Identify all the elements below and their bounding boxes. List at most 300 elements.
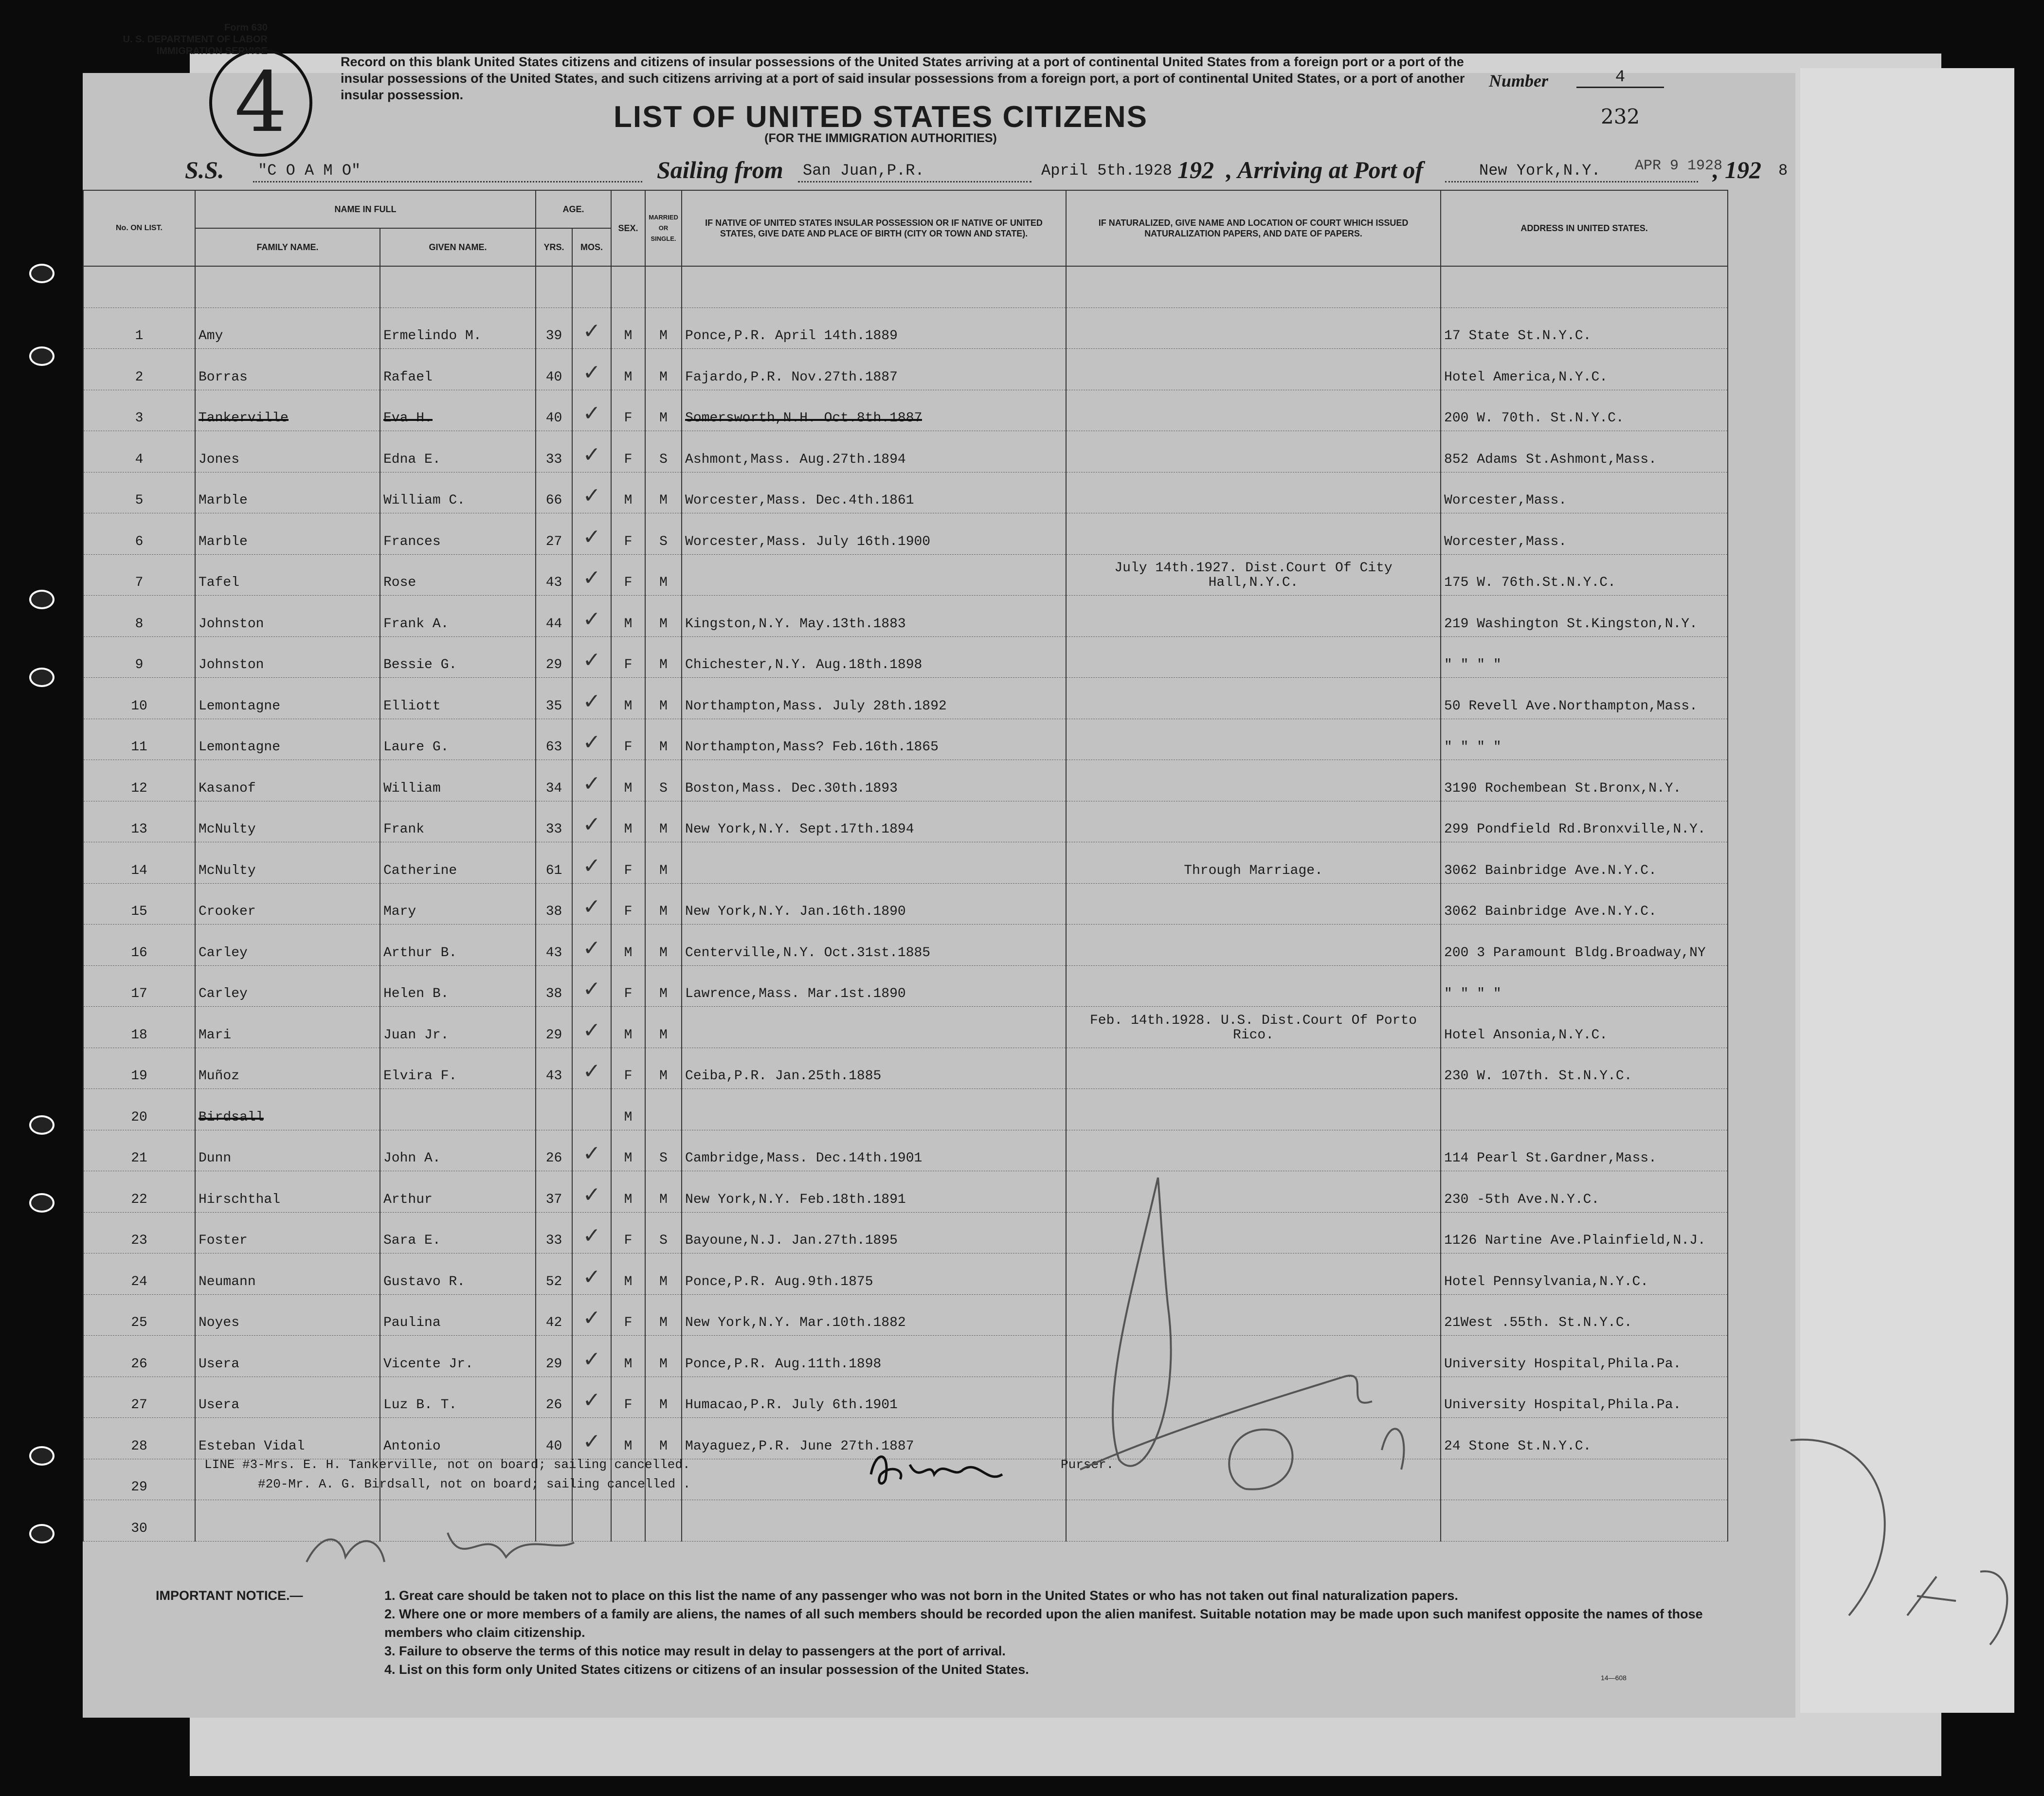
row-given: Antonio <box>383 1438 441 1454</box>
cell-birth <box>682 1212 1066 1253</box>
cell-no <box>83 925 195 966</box>
cell-no <box>83 1253 195 1295</box>
row-address: 230 W. 107th. St.N.Y.C. <box>1444 1069 1632 1084</box>
cell-sex <box>611 1336 645 1377</box>
cell-natz <box>1066 1048 1441 1089</box>
cell-address <box>1441 925 1728 966</box>
row-sex: F <box>624 986 633 1001</box>
check-mark-icon: ✓ <box>582 894 601 919</box>
row-family: Birdsall <box>199 1109 264 1125</box>
cell-ms <box>645 1253 682 1295</box>
cell-birth <box>682 513 1066 555</box>
cell-yrs <box>536 1336 572 1377</box>
cell-no <box>83 883 195 925</box>
cell-sex <box>611 1418 645 1459</box>
cell-sex <box>611 1130 645 1171</box>
row-natz: Through Marriage. <box>1184 863 1323 878</box>
cell-no <box>83 1459 195 1500</box>
cell-sex <box>611 1171 645 1213</box>
row-birth: Northampton,Mass? Feb.16th.1865 <box>685 740 939 755</box>
cell-ms <box>645 760 682 801</box>
cell-given <box>380 1007 536 1048</box>
cell-natz <box>1066 965 1441 1007</box>
row-birth: Ponce,P.R. Aug.9th.1875 <box>685 1274 873 1289</box>
cell-mos <box>572 1377 611 1418</box>
arrival-underline <box>1445 181 1698 182</box>
sailing-from-port: San Juan,P.R. <box>803 162 924 180</box>
cell-yrs <box>536 801 572 842</box>
cell-no <box>83 965 195 1007</box>
check-mark-icon: ✓ <box>582 606 601 632</box>
row-given: Elvira F. <box>383 1069 457 1084</box>
cell-given <box>380 1294 536 1336</box>
year-suffix-2: , 192 <box>1713 156 1761 183</box>
cell-no <box>83 390 195 431</box>
cell-yrs <box>536 1418 572 1459</box>
cell-no <box>83 1212 195 1253</box>
cell-natz <box>1066 1007 1441 1048</box>
table-row <box>83 883 1728 925</box>
row-birth: Cambridge,Mass. Dec.14th.1901 <box>685 1151 923 1166</box>
cell-no <box>83 1089 195 1130</box>
cell-address <box>1441 1500 1728 1542</box>
purser-signature <box>861 1440 1007 1494</box>
cell-given <box>380 431 536 472</box>
check-mark-icon: ✓ <box>582 771 601 796</box>
row-natz: Feb. 14th.1928. U.S. Dist.Court Of Porto Rico. <box>1089 1013 1417 1043</box>
row-given: Frank A. <box>383 616 449 632</box>
check-mark-icon: ✓ <box>582 853 601 878</box>
cell-birth <box>682 965 1066 1007</box>
cell-given <box>380 1212 536 1253</box>
table-row <box>83 390 1728 431</box>
cell-mos <box>572 1130 611 1171</box>
row-family: Kasanof <box>199 780 256 796</box>
row-yrs: 33 <box>545 822 562 837</box>
cell-birth <box>682 883 1066 925</box>
row-yrs: 42 <box>545 1315 562 1330</box>
row-given: Mary <box>383 904 416 919</box>
cell-mos <box>572 1007 611 1048</box>
cell-address <box>1441 349 1728 390</box>
cell-no <box>83 308 195 349</box>
check-mark-icon: ✓ <box>582 977 601 1001</box>
row-given: Frank <box>383 822 425 837</box>
cell-given <box>380 883 536 925</box>
row-ms: M <box>659 945 668 961</box>
row-no: 1 <box>135 328 144 344</box>
row-birth: Ceiba,P.R. Jan.25th.1885 <box>685 1069 882 1084</box>
table-row <box>83 308 1728 349</box>
cell-ms <box>645 513 682 555</box>
row-family: Tankerville <box>199 411 289 426</box>
cell-address <box>1441 719 1728 760</box>
row-yrs: 43 <box>545 945 562 961</box>
cell-address <box>1441 801 1728 842</box>
row-yrs: 34 <box>545 780 562 796</box>
cell-mos <box>572 801 611 842</box>
row-given: Gustavo R. <box>383 1274 466 1289</box>
form-id-line: U. S. DEPARTMENT OF LABOR <box>123 34 268 45</box>
row-given: Ermelindo M. <box>383 328 482 344</box>
circled-list-number: 4 <box>209 49 312 157</box>
cell-yrs <box>536 719 572 760</box>
cell-yrs <box>536 1007 572 1048</box>
row-family: Lemontagne <box>199 740 281 755</box>
row-no: 8 <box>135 616 144 632</box>
table-row <box>83 1007 1728 1048</box>
cell-given <box>380 719 536 760</box>
cell-ms <box>645 1048 682 1089</box>
row-family: Lemontagne <box>199 698 281 714</box>
cell-sex <box>611 636 645 678</box>
row-no: 6 <box>135 534 144 549</box>
row-no: 3 <box>135 411 144 426</box>
page-number: 232 <box>1601 105 1640 128</box>
row-family: Amy <box>199 328 223 344</box>
row-family: Borras <box>199 369 248 385</box>
cell-yrs <box>536 554 572 596</box>
row-family: Johnston <box>199 616 264 632</box>
cell-yrs <box>536 965 572 1007</box>
cell-natz <box>1066 719 1441 760</box>
cell-ms <box>645 596 682 637</box>
year-suffix: 192 <box>1177 156 1214 183</box>
cell-natz <box>1066 801 1441 842</box>
check-mark-icon: ✓ <box>582 1346 601 1372</box>
row-family: Jones <box>199 452 240 467</box>
cell-sex <box>611 925 645 966</box>
cell-address <box>1441 308 1728 349</box>
row-yrs: 27 <box>545 534 562 549</box>
cell-mos <box>572 472 611 513</box>
cell-given <box>380 760 536 801</box>
table-row <box>83 636 1728 678</box>
row-no: 4 <box>135 452 144 467</box>
cell-yrs <box>536 1294 572 1336</box>
cell-ms <box>645 1089 682 1130</box>
cell-sex <box>611 801 645 842</box>
cell-mos <box>572 390 611 431</box>
row-given: Catherine <box>383 863 457 878</box>
row-ms: M <box>659 1274 668 1289</box>
cell-yrs <box>536 678 572 719</box>
page-title: LIST OF UNITED STATES CITIZENS <box>614 100 1148 134</box>
cell-no <box>83 596 195 637</box>
punch-hole <box>29 590 54 609</box>
row-no: 29 <box>131 1480 147 1495</box>
cell-mos <box>572 842 611 884</box>
row-address: University Hospital,Phila.Pa. <box>1444 1356 1682 1372</box>
row-no: 19 <box>131 1069 147 1084</box>
cell-no <box>83 431 195 472</box>
cell-mos <box>572 636 611 678</box>
cell-ms <box>645 431 682 472</box>
cell-sex <box>611 842 645 884</box>
row-sex: F <box>624 1397 633 1413</box>
check-mark-icon: ✓ <box>582 689 601 714</box>
cell-sex <box>611 431 645 472</box>
row-no: 25 <box>131 1315 147 1330</box>
cell-address <box>1441 513 1728 555</box>
row-no: 24 <box>131 1274 147 1289</box>
cell-ms <box>645 308 682 349</box>
check-mark-icon: ✓ <box>582 1264 601 1289</box>
row-yrs: 37 <box>545 1192 562 1207</box>
row-birth: Mayaguez,P.R. June 27th.1887 <box>685 1438 914 1454</box>
row-birth: New York,N.Y. Feb.18th.1891 <box>685 1192 906 1207</box>
row-given: Edna E. <box>383 452 441 467</box>
row-sex: F <box>624 452 633 467</box>
cell-sex <box>611 1253 645 1295</box>
check-mark-icon: ✓ <box>582 442 601 467</box>
cell-no <box>83 1377 195 1418</box>
row-yrs: 40 <box>545 369 562 385</box>
row-ms: M <box>659 1027 668 1043</box>
row-family: Neumann <box>199 1274 256 1289</box>
cell-birth <box>682 1294 1066 1336</box>
arrival-date-stamp: APR 9 1928 <box>1635 158 1723 174</box>
cell-mos <box>572 760 611 801</box>
pencil-scrawl <box>1070 1158 1508 1499</box>
cell-yrs <box>536 1212 572 1253</box>
cell-sex <box>611 719 645 760</box>
cancellation-notes <box>204 1455 690 1494</box>
row-sex: F <box>624 411 633 426</box>
cell-natz <box>1066 349 1441 390</box>
row-birth: Boston,Mass. Dec.30th.1893 <box>685 780 898 796</box>
cell-sex <box>611 554 645 596</box>
row-address: " " " " <box>1444 657 1501 672</box>
cell-ms <box>645 1007 682 1048</box>
cell-birth <box>682 678 1066 719</box>
check-mark-icon: ✓ <box>582 401 601 426</box>
cell-address <box>1441 431 1728 472</box>
punch-hole <box>29 1446 54 1466</box>
cell-given <box>380 965 536 1007</box>
cell-ms <box>645 1171 682 1213</box>
pencil-margin-mark <box>1761 1411 2034 1664</box>
row-birth: Humacao,P.R. July 6th.1901 <box>685 1397 898 1413</box>
cell-address <box>1441 678 1728 719</box>
col-address: ADDRESS IN UNITED STATES. <box>1441 190 1728 266</box>
cell-given <box>380 801 536 842</box>
row-sex: M <box>624 698 633 714</box>
cell-yrs <box>536 308 572 349</box>
row-sex: M <box>624 1027 633 1043</box>
cell-birth <box>682 1377 1066 1418</box>
table-row <box>83 801 1728 842</box>
cell-natz <box>1066 760 1441 801</box>
row-family: Hirschthal <box>199 1192 281 1207</box>
cell-given <box>380 513 536 555</box>
important-notice <box>156 1586 1747 1679</box>
check-mark-icon: ✓ <box>582 1306 601 1330</box>
row-sex: M <box>624 1356 633 1372</box>
punch-hole <box>29 1115 54 1135</box>
cell-family <box>195 1171 380 1213</box>
row-yrs: 66 <box>545 493 562 508</box>
cell-no <box>83 801 195 842</box>
check-mark-icon: ✓ <box>582 1223 601 1248</box>
cell-given <box>380 308 536 349</box>
row-sex: M <box>624 780 633 796</box>
cell-birth <box>682 1171 1066 1213</box>
table-row <box>83 596 1728 637</box>
row-birth: Ashmont,Mass. Aug.27th.1894 <box>685 452 906 467</box>
cell-natz <box>1066 842 1441 884</box>
cell-natz <box>1066 472 1441 513</box>
row-yrs: 39 <box>545 328 562 344</box>
notice-item: 2. Where one or more members of a family are aliens, the names of all such members should be recorded upon the alien manifest. Suitable notation may be made upon such manifest opposite the names of those members who claim citizenship. <box>384 1607 1703 1640</box>
row-sex: M <box>624 1151 633 1166</box>
cell-yrs <box>536 1130 572 1171</box>
row-address: 24 Stone St.N.Y.C. <box>1444 1438 1592 1454</box>
row-address: 219 Washington St.Kingston,N.Y. <box>1444 616 1698 632</box>
cell-given <box>380 1171 536 1213</box>
cell-ms <box>645 390 682 431</box>
table-row <box>83 925 1728 966</box>
row-yrs: 29 <box>545 1356 562 1372</box>
cell-natz <box>1066 1500 1441 1542</box>
row-birth: Centerville,N.Y. Oct.31st.1885 <box>685 945 931 961</box>
row-family: Marble <box>199 493 248 508</box>
cell-no <box>83 554 195 596</box>
row-no: 22 <box>131 1192 147 1207</box>
cell-family <box>195 308 380 349</box>
row-family: Esteban Vidal <box>199 1438 305 1454</box>
col-mos: MOS. <box>572 228 611 266</box>
cell-birth <box>682 349 1066 390</box>
ship-name: "C O A M O" <box>258 162 361 180</box>
cell-family <box>195 925 380 966</box>
cell-no <box>83 636 195 678</box>
row-ms: M <box>659 493 668 508</box>
row-no: 10 <box>131 698 147 714</box>
row-yrs: 26 <box>545 1151 562 1166</box>
cell-birth <box>682 1089 1066 1130</box>
cell-no <box>83 472 195 513</box>
arriving-port: New York,N.Y. <box>1479 162 1601 180</box>
row-no: 5 <box>135 493 144 508</box>
cell-ms <box>645 349 682 390</box>
table-row <box>83 719 1728 760</box>
cell-natz <box>1066 678 1441 719</box>
cell-ms <box>645 883 682 925</box>
check-mark-icon: ✓ <box>582 812 601 837</box>
row-sex: F <box>624 904 633 919</box>
cell-address <box>1441 1007 1728 1048</box>
cell-birth <box>682 554 1066 596</box>
cell-ms <box>645 1336 682 1377</box>
row-no: 20 <box>131 1109 147 1125</box>
ship-underline <box>253 181 642 182</box>
ss-label: S.S. <box>185 156 224 183</box>
cell-family <box>195 1089 380 1130</box>
row-family: Foster <box>199 1233 248 1248</box>
row-ms: M <box>659 1397 668 1413</box>
cell-yrs <box>536 1048 572 1089</box>
cell-yrs <box>536 1377 572 1418</box>
cell-family <box>195 1130 380 1171</box>
cell-natz <box>1066 431 1441 472</box>
row-yrs: 33 <box>545 1233 562 1248</box>
check-mark-icon: ✓ <box>582 1182 601 1207</box>
voyage-line <box>102 156 1788 185</box>
cell-yrs <box>536 596 572 637</box>
row-given: Arthur B. <box>383 945 457 961</box>
cell-family <box>195 719 380 760</box>
row-sex: F <box>624 740 633 755</box>
row-address: " " " " <box>1444 740 1501 755</box>
notice-label: IMPORTANT NOTICE.— <box>156 1588 303 1603</box>
cell-sex <box>611 1294 645 1336</box>
table-row <box>83 349 1728 390</box>
cell-mos <box>572 1212 611 1253</box>
cell-yrs <box>536 472 572 513</box>
row-given: Helen B. <box>383 986 449 1001</box>
cell-family <box>195 1007 380 1048</box>
row-ms: M <box>659 822 668 837</box>
cell-sex <box>611 1212 645 1253</box>
check-mark-icon: ✓ <box>582 360 601 385</box>
check-mark-icon: ✓ <box>582 1141 601 1166</box>
cell-ms <box>645 636 682 678</box>
row-no: 23 <box>131 1233 147 1248</box>
cell-birth <box>682 431 1066 472</box>
row-sex: M <box>624 493 633 508</box>
cell-ms <box>645 965 682 1007</box>
check-mark-icon: ✓ <box>582 483 601 508</box>
row-yrs: 40 <box>545 1438 562 1454</box>
row-sex: M <box>624 1438 633 1454</box>
row-address: 852 Adams St.Ashmont,Mass. <box>1444 452 1657 467</box>
row-address: " " " " <box>1444 986 1501 1001</box>
punch-hole <box>29 668 54 687</box>
row-ms: S <box>659 780 668 796</box>
cell-natz <box>1066 925 1441 966</box>
cell-address <box>1441 472 1728 513</box>
cell-family <box>195 1294 380 1336</box>
row-birth: Ponce,P.R. April 14th.1889 <box>685 328 898 344</box>
cell-sex <box>611 308 645 349</box>
cell-mos <box>572 1253 611 1295</box>
row-ms: M <box>659 986 668 1001</box>
cell-ms <box>645 842 682 884</box>
check-mark-icon: ✓ <box>582 1059 601 1084</box>
cell-birth <box>682 719 1066 760</box>
row-ms: S <box>659 1233 668 1248</box>
cell-mos <box>572 349 611 390</box>
row-given: Vicente Jr. <box>383 1356 473 1372</box>
row-no: 12 <box>131 780 147 796</box>
check-mark-icon: ✓ <box>582 648 601 672</box>
cell-family <box>195 596 380 637</box>
cell-ms <box>645 472 682 513</box>
cell-mos <box>572 678 611 719</box>
cell-birth <box>682 1253 1066 1295</box>
row-family: Carley <box>199 945 248 961</box>
cell-family <box>195 678 380 719</box>
row-address: Hotel America,N.Y.C. <box>1444 369 1608 385</box>
row-family: Muñoz <box>199 1069 240 1084</box>
cell-sex <box>611 965 645 1007</box>
row-no: 2 <box>135 369 144 385</box>
row-ms: M <box>659 1356 668 1372</box>
row-ms: M <box>659 411 668 426</box>
row-family: Noyes <box>199 1315 240 1330</box>
row-family: Carley <box>199 986 248 1001</box>
